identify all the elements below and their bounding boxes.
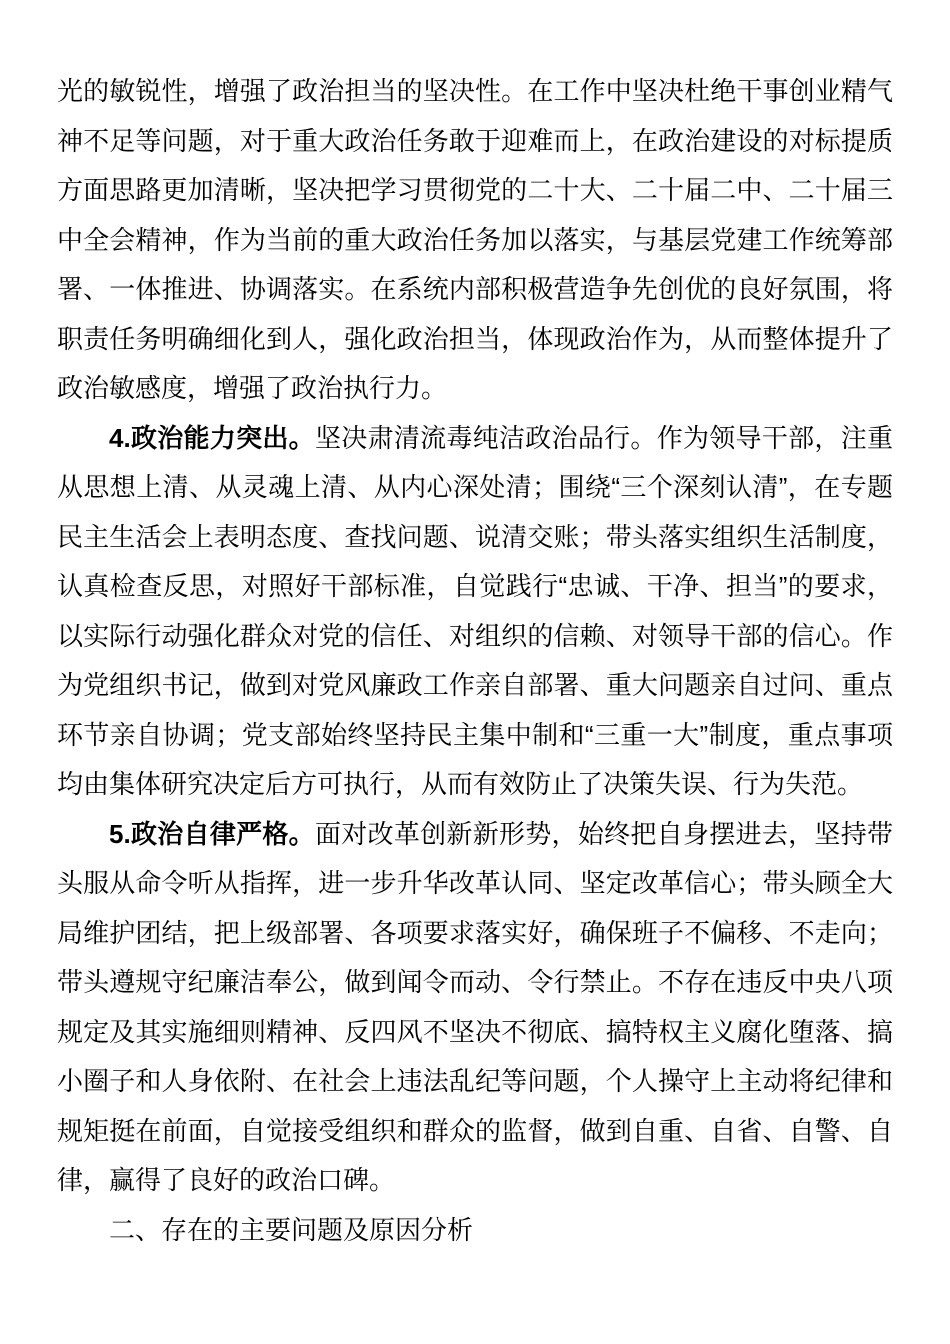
section-heading-text: 二、存在的主要问题及原因分析: [109, 1214, 474, 1245]
paragraph-text: 面对改革创新新形势，始终把自身摆进去，坚持带头服从命令听从指挥，进一步升华改革认同、坚定改革信心；带头顾全大局维护团结，把上级部署、各项要求落实好，确保班子不偏移、不走向；带头遵规守纪廉洁奉公，做到闻令而动、令行禁止。不存在违反中央八项规定及其实施细则精神、反四风不坚决不彻底、搞特权主义腐化堕落、搞小圈子和人身依附、在社会上违法乱纪等问题，个人操守上主动将纪律和规矩挺在前面，自觉接受组织和群众的监督，做到自重、自省、自警、自律，赢得了良好的政治口碑。: [57, 818, 893, 1195]
paragraph-continuation: [57, 67, 893, 414]
paragraph-text: 光的敏锐性，增强了政治担当的坚决性。在工作中坚决杜绝干事创业精气神不足等问题，对于重大政治任务敢于迎难而上，在政治建设的对标提质方面思路更加清晰，坚决把学习贯彻党的二十大、二十届二中、二十届三中全会精神，作为当前的重大政治任务加以落实，与基层党建工作统筹部署、一体推进、协调落实。在系统内部积极营造争先创优的良好氛围，将职责任务明确细化到人，强化政治担当，体现政治作为，从而整体提升了政治敏感度，增强了政治执行力。: [57, 76, 893, 403]
paragraph-text: 坚决肃清流毒纯洁政治品行。作为领导干部，注重从思想上清、从灵魂上清、从内心深处清；围绕“三个深刻认清”，在专题民主生活会上表明态度、查找问题、说清交账；带头落实组织生活制度，认真检查反思，对照好干部标准，自觉践行“忠诚、干净、担当”的要求，以实际行动强化群众对党的信任、对组织的信赖、对领导干部的信心。作为党组织书记，做到对党风廉政工作亲自部署、重大问题亲自过问、重点环节亲自协调；党支部始终坚持民主集中制和“三重一大”制度，重点事项均由集体研究决定后方可执行，从而有效防止了决策失误、行为失范。: [57, 422, 893, 799]
paragraph-lead-bold: 4.政治能力突出。: [109, 422, 315, 453]
paragraph-political-ability: [57, 414, 893, 810]
section-heading: [57, 1206, 893, 1256]
paragraph-political-discipline: [57, 810, 893, 1206]
paragraph-lead-bold: 5.政治自律严格。: [109, 818, 315, 849]
